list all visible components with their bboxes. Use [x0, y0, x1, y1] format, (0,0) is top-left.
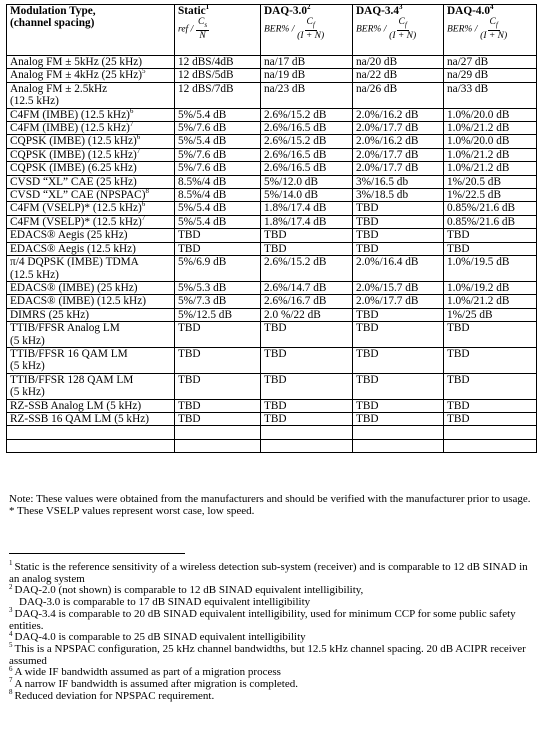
- cell-modulation-type: C4FM (VSELP)* (12.5 kHz)$^7$: [7, 215, 175, 228]
- table-row: [7, 242, 537, 255]
- cell-modulation-type: EDACS® (IMBE) (25 kHz): [7, 281, 175, 294]
- cell-daq-3-4: TBD: [353, 242, 444, 255]
- cell-static: TBD: [175, 412, 261, 425]
- cell-modulation-type: C4FM (IMBE) (12.5 kHz)$^7$: [7, 122, 175, 135]
- cell-daq-3-4: [353, 439, 444, 452]
- table-row: [7, 281, 537, 294]
- cell-modulation-type: [7, 439, 175, 452]
- table-header-row: [7, 5, 537, 56]
- cell-daq-4-0: TBD: [444, 399, 537, 412]
- cell-daq-3-0: 2.6%/16.7 dB: [261, 295, 353, 308]
- table-body: [7, 56, 537, 453]
- cell-daq-4-0: na/29 dB: [444, 69, 537, 82]
- vselp-note: * These VSELP values represent worst case, low speed.: [9, 505, 255, 518]
- table-row: [7, 373, 537, 399]
- cell-daq-3-4: [353, 426, 444, 439]
- cell-daq-3-0: TBD: [261, 322, 353, 348]
- cell-modulation-type: EDACS® Aegis (12.5 kHz): [7, 242, 175, 255]
- footnote-1: $^1$ Static is the reference sensitivity of a wireless detection sub-system (receiver) and is comparable to 12 dB SINAD in an analog system: [9, 559, 528, 585]
- cell-daq-4-0: 0.85%/21.6 dB: [444, 215, 537, 228]
- cell-daq-4-0: 0.85%/21.6 dB: [444, 202, 537, 215]
- cell-daq-3-0: TBD: [261, 347, 353, 373]
- table-row: [7, 399, 537, 412]
- cell-static: TBD: [175, 322, 261, 348]
- cell-modulation-type: [7, 426, 175, 439]
- cell-static: TBD: [175, 229, 261, 242]
- cell-modulation-type: CVSD “XL” CAE (NPSPAC)$^8$: [7, 189, 175, 202]
- cell-daq-3-4: 2.0%/17.7 dB: [353, 148, 444, 161]
- cell-daq-3-4: 2.0%/15.7 dB: [353, 281, 444, 294]
- header-daq-3-0: DAQ-$3.0^2$ BER% / $\frac{C_f}{(I + N)}$: [261, 5, 353, 56]
- cell-daq-4-0: 1%/25 dB: [444, 308, 537, 321]
- header-daq-4-0: DAQ-$4.0^4$ BER% / $\frac{C_f}{(I + N)}$: [444, 5, 537, 56]
- cell-daq-3-4: TBD: [353, 308, 444, 321]
- cell-daq-3-4: 2.0%/16.2 dB: [353, 135, 444, 148]
- cell-static: TBD: [175, 373, 261, 399]
- table-row: [7, 175, 537, 188]
- footnote-7: $^7$ A narrow IF bandwidth is assumed after migration is completed.: [9, 676, 298, 691]
- table-row: [7, 189, 537, 202]
- table-row: [7, 135, 537, 148]
- cell-daq-3-0: 2.6%/16.5 dB: [261, 162, 353, 175]
- static-ratio: $\frac{C_s}{N}$: [198, 17, 208, 42]
- cell-static: TBD: [175, 399, 261, 412]
- cell-daq-4-0: 1.0%/21.2 dB: [444, 148, 537, 161]
- cell-modulation-type: C4FM (VSELP)* (12.5 kHz)$^6$: [7, 202, 175, 215]
- cell-static: 5%/7.3 dB: [175, 295, 261, 308]
- cell-daq-3-0: 1.8%/17.4 dB: [261, 202, 353, 215]
- cell-daq-4-0: TBD: [444, 242, 537, 255]
- table-row: [7, 256, 537, 282]
- cell-daq-3-0: 2.6%/14.7 dB: [261, 281, 353, 294]
- cell-daq-3-0: 2.6%/15.2 dB: [261, 108, 353, 121]
- cell-daq-3-4: 2.0%/17.7 dB: [353, 122, 444, 135]
- cell-modulation-type: RZ-SSB Analog LM (5 kHz): [7, 399, 175, 412]
- cell-daq-4-0: 1.0%/19.2 dB: [444, 281, 537, 294]
- table-row: [7, 347, 537, 373]
- cell-daq-3-0: 2.0 %/22 dB: [261, 308, 353, 321]
- cell-daq-3-4: 2.0%/16.4 dB: [353, 256, 444, 282]
- cell-daq-3-0: 2.6%/15.2 dB: [261, 135, 353, 148]
- cell-modulation-type: CQPSK (IMBE) (12.5 kHz)$^6$: [7, 135, 175, 148]
- table-row: [7, 295, 537, 308]
- table-row: [7, 229, 537, 242]
- cell-modulation-type: EDACS® (IMBE) (12.5 kHz): [7, 295, 175, 308]
- cell-daq-4-0: 1.0%/21.2 dB: [444, 295, 537, 308]
- cell-static: 12 dBS/4dB: [175, 56, 261, 69]
- cell-static: 5%/5.3 dB: [175, 281, 261, 294]
- cell-daq-3-4: 3%/18.5 db: [353, 189, 444, 202]
- cell-daq-4-0: 1%/20.5 dB: [444, 175, 537, 188]
- cell-static: TBD: [175, 242, 261, 255]
- cell-daq-4-0: [444, 426, 537, 439]
- cell-daq-3-4: TBD: [353, 229, 444, 242]
- footnote-8: $^8$ Reduced deviation for NPSPAC requirement.: [9, 688, 215, 702]
- modulation-table: [6, 4, 537, 453]
- table-row: [7, 439, 537, 452]
- cell-modulation-type: TTIB/FFSR 128 QAM LM (5 kHz): [7, 373, 175, 399]
- cell-daq-4-0: 1.0%/20.0 dB: [444, 135, 537, 148]
- table-row: [7, 69, 537, 82]
- cell-static: TBD: [175, 347, 261, 373]
- table-row: [7, 202, 537, 215]
- cell-daq-3-0: 1.8%/17.4 dB: [261, 215, 353, 228]
- cell-daq-3-0: TBD: [261, 242, 353, 255]
- cell-daq-3-0: 5%/12.0 dB: [261, 175, 353, 188]
- cell-static: 12 dBS/5dB: [175, 69, 261, 82]
- cell-daq-4-0: TBD: [444, 229, 537, 242]
- cell-daq-4-0: 1.0%/21.2 dB: [444, 122, 537, 135]
- cell-daq-3-0: na/19 dB: [261, 69, 353, 82]
- table-row: [7, 308, 537, 321]
- cell-static: 5%/12.5 dB: [175, 308, 261, 321]
- cell-daq-3-4: 3%/16.5 db: [353, 175, 444, 188]
- cell-modulation-type: DIMRS (25 kHz): [7, 308, 175, 321]
- cell-modulation-type: C4FM (IMBE) (12.5 kHz)$^6$: [7, 108, 175, 121]
- cell-daq-3-0: na/17 dB: [261, 56, 353, 69]
- table-row: [7, 215, 537, 228]
- header-daq-3-4: DAQ-$3.4^3$ BER% / $\frac{C_f}{(I + N)}$: [353, 5, 444, 56]
- cell-daq-3-0: [261, 426, 353, 439]
- cell-daq-3-4: TBD: [353, 202, 444, 215]
- cell-static: 12 dBS/7dB: [175, 82, 261, 108]
- table-row: [7, 122, 537, 135]
- cell-daq-4-0: TBD: [444, 412, 537, 425]
- cell-daq-3-4: 2.0%/17.7 dB: [353, 162, 444, 175]
- cell-daq-3-0: 2.6%/15.2 dB: [261, 256, 353, 282]
- cell-daq-3-4: na/26 dB: [353, 82, 444, 108]
- cell-static: 5%/6.9 dB: [175, 256, 261, 282]
- table-row: [7, 82, 537, 108]
- cell-static: 5%/5.4 dB: [175, 135, 261, 148]
- cell-static: [175, 426, 261, 439]
- header-modulation-type: Modulation Type, (channel spacing): [7, 5, 175, 56]
- ber-ratio: $\frac{C_f}{(I + N)}$: [389, 17, 417, 42]
- cell-static: 8.5%/4 dB: [175, 189, 261, 202]
- cell-daq-4-0: 1.0%/20.0 dB: [444, 108, 537, 121]
- cell-static: 5%/5.4 dB: [175, 215, 261, 228]
- cell-daq-4-0: na/27 dB: [444, 56, 537, 69]
- cell-modulation-type: TTIB/FFSR Analog LM (5 kHz): [7, 322, 175, 348]
- cell-daq-4-0: 1.0%/19.5 dB: [444, 256, 537, 282]
- cell-daq-4-0: na/33 dB: [444, 82, 537, 108]
- header-static: Static$^1$ ref / $\frac{C_s}{N}$: [175, 5, 261, 56]
- cell-daq-4-0: [444, 439, 537, 452]
- cell-daq-3-0: [261, 439, 353, 452]
- cell-static: 5%/7.6 dB: [175, 148, 261, 161]
- footnotes: [9, 559, 534, 702]
- table-row: [7, 56, 537, 69]
- cell-modulation-type: CQPSK (IMBE) (6.25 kHz): [7, 162, 175, 175]
- note-text: Note: These values were obtained from the manufacturers and should be verified with the manufacturer prior to usage.: [9, 493, 531, 505]
- cell-static: [175, 439, 261, 452]
- cell-daq-3-0: 5%/14.0 dB: [261, 189, 353, 202]
- table-note: [9, 493, 531, 518]
- cell-daq-4-0: TBD: [444, 322, 537, 348]
- cell-daq-4-0: 1%/22.5 dB: [444, 189, 537, 202]
- cell-daq-3-0: TBD: [261, 229, 353, 242]
- cell-static: 5%/7.6 dB: [175, 162, 261, 175]
- table-row: [7, 322, 537, 348]
- cell-daq-3-4: TBD: [353, 322, 444, 348]
- cell-daq-3-0: TBD: [261, 373, 353, 399]
- cell-daq-3-0: TBD: [261, 412, 353, 425]
- cell-static: 5%/5.4 dB: [175, 108, 261, 121]
- cell-daq-3-4: TBD: [353, 373, 444, 399]
- ber-ratio: $\frac{C_f}{(I + N)}$: [297, 17, 325, 42]
- cell-modulation-type: CQPSK (IMBE) (12.5 kHz)$^7$: [7, 148, 175, 161]
- cell-modulation-type: π/4 DQPSK (IMBE) TDMA (12.5 kHz): [7, 256, 175, 282]
- cell-daq-3-4: TBD: [353, 347, 444, 373]
- footnote-divider: [9, 553, 185, 554]
- cell-daq-3-4: TBD: [353, 399, 444, 412]
- table-row: [7, 148, 537, 161]
- cell-daq-3-4: na/22 dB: [353, 69, 444, 82]
- cell-daq-3-4: TBD: [353, 412, 444, 425]
- cell-modulation-type: Analog FM ± 4kHz (25 kHz)$^5$: [7, 69, 175, 82]
- cell-modulation-type: TTIB/FFSR 16 QAM LM (5 kHz): [7, 347, 175, 373]
- cell-static: 5%/7.6 dB: [175, 122, 261, 135]
- cell-static: 5%/5.4 dB: [175, 202, 261, 215]
- ber-ratio: $\frac{C_f}{(I + N)}$: [480, 17, 508, 42]
- cell-daq-4-0: TBD: [444, 373, 537, 399]
- cell-daq-3-0: na/23 dB: [261, 82, 353, 108]
- footnote-2: $^2$ DAQ-2.0 (not shown) is comparable to 12 dB SINAD equivalent intelligibility, DAQ-3.0 is comparable to 17 dB SINAD equivalent intelligibility: [9, 582, 364, 609]
- cell-daq-3-4: na/20 dB: [353, 56, 444, 69]
- footnote-3: $^3$ DAQ-3.4 is comparable to 20 dB SINAD equivalent intelligibility, used for minimum CCP for some public safety entities.: [9, 606, 516, 632]
- cell-daq-4-0: 1.0%/21.2 dB: [444, 162, 537, 175]
- cell-daq-3-0: 2.6%/16.5 dB: [261, 122, 353, 135]
- cell-modulation-type: CVSD “XL” CAE (25 kHz): [7, 175, 175, 188]
- footnote-6: $^6$ A wide IF bandwidth assumed as part of a migration process: [9, 664, 281, 679]
- cell-modulation-type: Analog FM ± 5kHz (25 kHz): [7, 56, 175, 69]
- table-row: [7, 162, 537, 175]
- table-row: [7, 108, 537, 121]
- cell-daq-3-4: 2.0%/17.7 dB: [353, 295, 444, 308]
- cell-modulation-type: EDACS® Aegis (25 kHz): [7, 229, 175, 242]
- cell-daq-3-0: TBD: [261, 399, 353, 412]
- cell-static: 8.5%/4 dB: [175, 175, 261, 188]
- table-row: [7, 412, 537, 425]
- cell-daq-3-4: 2.0%/16.2 dB: [353, 108, 444, 121]
- cell-modulation-type: Analog FM ± 2.5kHz (12.5 kHz): [7, 82, 175, 108]
- footnote-4: $^4$ DAQ-4.0 is comparable to 25 dB SINAD equivalent intelligibility: [9, 629, 306, 644]
- cell-modulation-type: RZ-SSB 16 QAM LM (5 kHz): [7, 412, 175, 425]
- table-row: [7, 426, 537, 439]
- footnote-5: $^5$ This is a NPSPAC configuration, 25 kHz channel bandwidths, but 12.5 kHz channel spacing. 20 dB ACIPR receiver assumed: [9, 641, 526, 667]
- cell-daq-3-0: 2.6%/16.5 dB: [261, 148, 353, 161]
- cell-daq-3-4: TBD: [353, 215, 444, 228]
- cell-daq-4-0: TBD: [444, 347, 537, 373]
